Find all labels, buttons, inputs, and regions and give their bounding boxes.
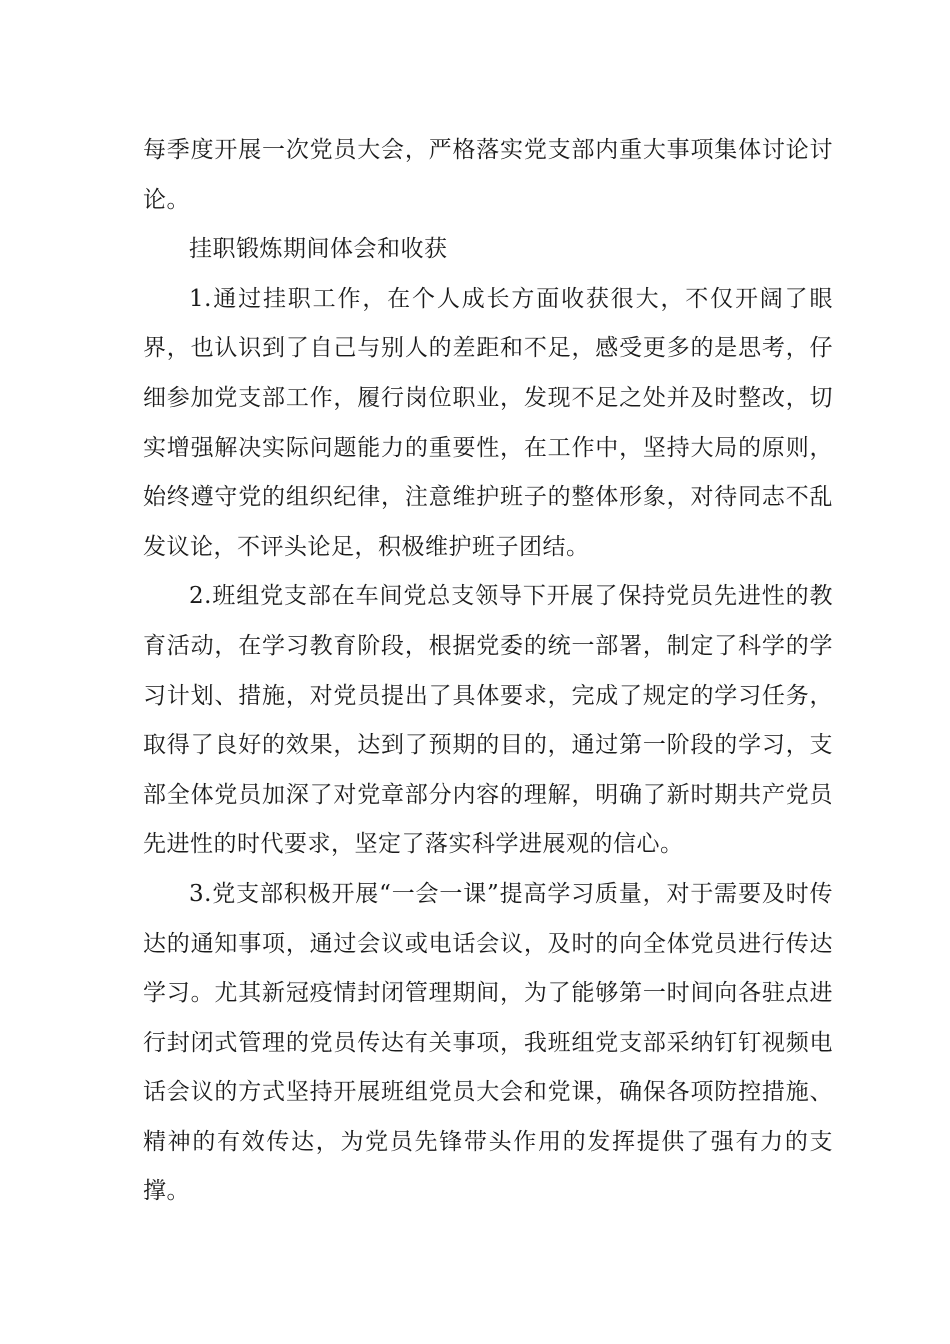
paragraph-item-1: 1.通过挂职工作，在个人成长方面收获很大，不仅开阔了眼界，也认识到了自己与别人的差距和不足，感受更多的是思考，仔细参加党支部工作，履行岗位职业，发现不足之处并及时整改，切实增强解决实际问题能力的重要性，在工作中，坚持大局的原则，始终遵守党的组织纪律，注意维护班子的整体形象，对待同志不乱发议论，不评头论足，积极维护班子团结。 — [143, 285, 833, 560]
paragraph-item-3: 3.党支部积极开展“一会一课”提高学习质量，对于需要及时传达的通知事项，通过会议或电话会议，及时的向全体党员进行传达学习。尤其新冠疫情封闭管理期间，为了能够第一时间向各驻点进行封闭式管理的党员传达有关事项，我班组党支部采纳钉钉视频电话会议的方式坚持开展班组党员大会和党课，确保各项防控措施、精神的有效传达，为党员先锋带头作用的发挥提供了强有力的支撑。 — [143, 880, 833, 1205]
document-body — [143, 126, 833, 1217]
section-heading: 挂职锻炼期间体会和收获 — [189, 236, 448, 263]
paragraph-continuation: 每季度开展一次党员大会，严格落实党支部内重大事项集体讨论讨论。 — [143, 137, 833, 213]
paragraph-item-2: 2.班组党支部在车间党总支领导下开展了保持党员先进性的教育活动，在学习教育阶段，根据党委的统一部署，制定了科学的学习计划、措施，对党员提出了具体要求，完成了规定的学习任务，取得了良好的效果，达到了预期的目的，通过第一阶段的学习，支部全体党员加深了对党章部分内容的理解，明确了新时期共产党员先进性的时代要求，坚定了落实科学进展观的信心。 — [143, 583, 833, 858]
